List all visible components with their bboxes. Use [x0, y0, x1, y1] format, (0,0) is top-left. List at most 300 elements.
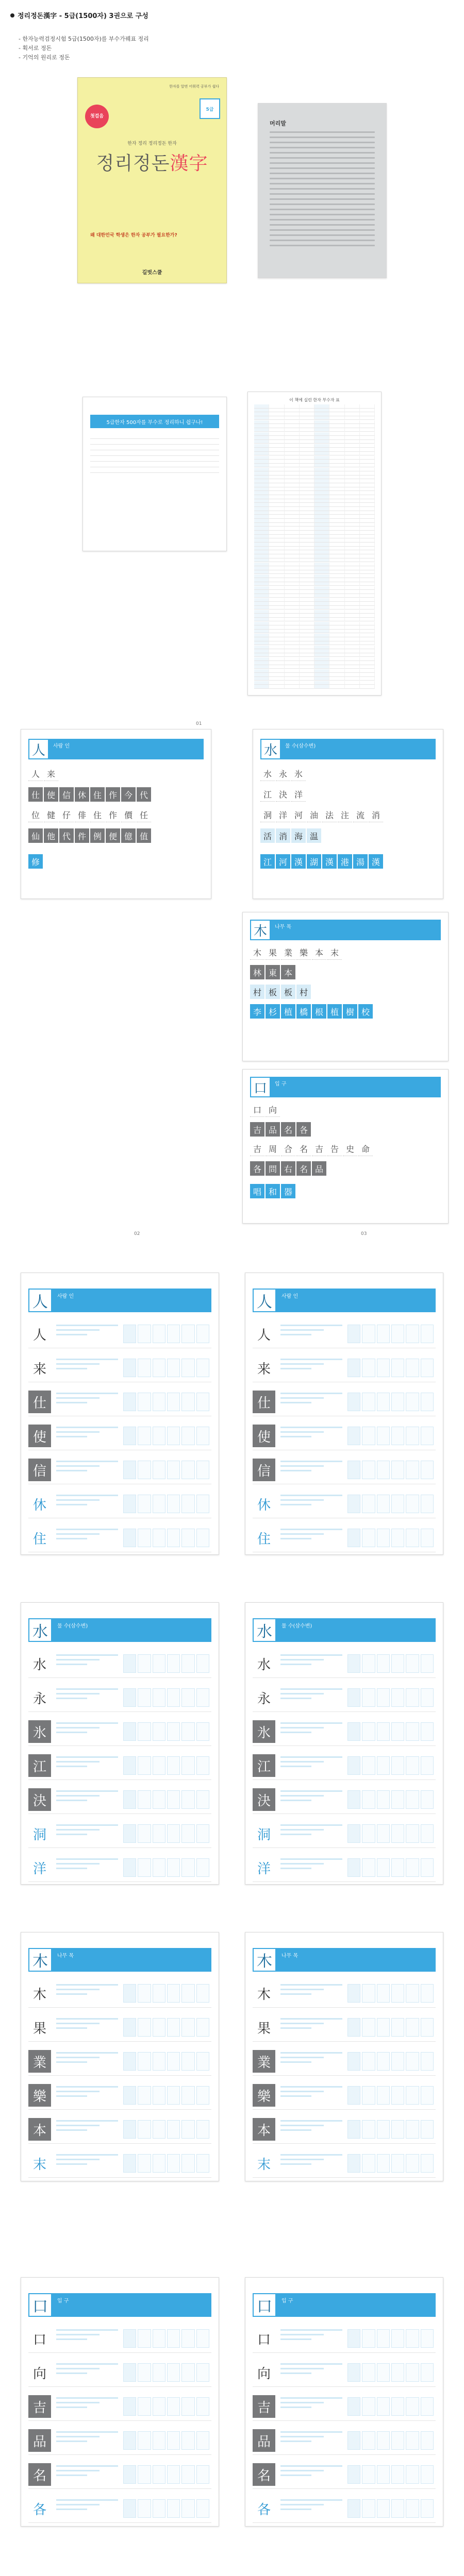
practice-hanja: 本 [253, 2118, 275, 2141]
writing-cells [347, 2018, 434, 2037]
writing-cells [123, 2052, 209, 2071]
cover-title [78, 149, 226, 175]
hanja-cell: 洋 [276, 808, 290, 822]
writing-cells [347, 2499, 434, 2518]
hanja-meta [280, 2052, 342, 2071]
cover-pretitle: 한자 정리 정리정돈 한자 [127, 141, 177, 146]
hanja-cell: 本 [312, 945, 326, 960]
hanja-row [250, 1184, 441, 1198]
practice-hanja: 決 [253, 1788, 275, 1811]
hanja-cell: 告 [327, 1142, 342, 1156]
hanja-meta [56, 2465, 118, 2484]
hanja-cell: 代 [59, 828, 74, 843]
hanja-cell: 永 [276, 767, 290, 781]
practice-hanja: 洋 [257, 1861, 271, 1877]
practice-hanja: 末 [257, 2157, 271, 2173]
hanja-cell: 右 [281, 1161, 295, 1176]
hanja-meta [280, 2431, 342, 2450]
hanja-cell: 法 [322, 808, 337, 822]
hanja-meta [280, 1688, 342, 1707]
radical-char: 人 [28, 739, 49, 759]
hanja-cell: 名 [296, 1142, 311, 1156]
practice-hanja: 品 [253, 2429, 275, 2452]
hanja-meta [56, 1984, 118, 2003]
writing-cells [123, 1325, 209, 1343]
hanja-cell: 植 [281, 1004, 295, 1019]
practice-row [28, 1523, 211, 1552]
hanja-meta [280, 2499, 342, 2518]
writing-cells [347, 1858, 434, 1877]
hanja-meta [280, 1858, 342, 1877]
hanja-cell: 漢 [291, 854, 306, 869]
practice-hanja: 洋 [32, 1861, 46, 1877]
writing-cells [123, 1790, 209, 1809]
hanja-cell: 仙 [28, 828, 43, 843]
hanja-cell: 命 [358, 1142, 373, 1156]
writing-cells [123, 1495, 209, 1513]
hanja-cell: 件 [75, 828, 89, 843]
practice-row [28, 2324, 211, 2353]
writing-cells [123, 2086, 209, 2105]
writing-cells [123, 2397, 209, 2416]
practice-page-person [21, 1273, 219, 1555]
hanja-cell: 油 [307, 808, 321, 822]
practice-row [28, 2013, 211, 2042]
hanja-cell: 板 [281, 985, 295, 999]
radical-header [28, 1948, 211, 1972]
radical-char: 人 [253, 1289, 276, 1312]
practice-row [253, 1683, 436, 1712]
hanja-cell: 末 [327, 945, 342, 960]
writing-cells [123, 2154, 209, 2173]
feature-item: - 획서로 정돈 [19, 44, 454, 53]
practice-hanja: 使 [253, 1425, 275, 1447]
practice-page-water [245, 1602, 443, 1885]
practice-hanja: 吉 [253, 2395, 275, 2418]
hanja-meta [280, 2086, 342, 2105]
radical-char: 水 [260, 739, 281, 759]
writing-cells [347, 2363, 434, 2382]
practice-hanja: 休 [257, 1497, 271, 1513]
practice-hanja: 本 [28, 2118, 51, 2141]
cover-description [90, 232, 214, 239]
hanja-cell: 品 [266, 1122, 280, 1137]
hanja-cell: 湯 [353, 854, 368, 869]
practice-row [28, 2494, 211, 2523]
writing-cells [347, 1984, 434, 2003]
hanja-meta [56, 1529, 118, 1547]
hanja-cell: 任 [137, 808, 151, 822]
radical-header [28, 2293, 211, 2317]
hanja-meta [280, 2329, 342, 2348]
hanja-cell: 漢 [322, 854, 337, 869]
practice-row [253, 2494, 436, 2523]
writing-cells [347, 1688, 434, 1707]
writing-cells [347, 2397, 434, 2416]
practice-row [253, 2149, 436, 2178]
hanja-cell: 價 [121, 808, 136, 822]
practice-hanja: 氷 [253, 1720, 275, 1743]
radical-label: 나무 목 [275, 924, 292, 930]
hanja-meta [56, 2018, 118, 2037]
index-title: 이 책에 실린 한자 부수자 표 [289, 398, 340, 402]
practice-row [28, 1751, 211, 1780]
book-cover [77, 77, 227, 283]
hanja-row [260, 767, 436, 781]
writing-cells [347, 1529, 434, 1547]
practice-hanja: 氷 [28, 1720, 51, 1743]
hanja-row [260, 787, 436, 802]
practice-row [253, 1523, 436, 1552]
hanja-cell: 江 [260, 854, 275, 869]
hanja-cell: 問 [266, 1161, 280, 1176]
radical-overview-mouth [242, 1069, 449, 1224]
practice-row [253, 2047, 436, 2076]
hanja-row [28, 854, 204, 869]
writing-cells [123, 2465, 209, 2484]
feature-item: - 기억의 원리로 정돈 [19, 53, 454, 62]
practice-hanja: 樂 [253, 2084, 275, 2107]
hanja-cell: 樹 [343, 1004, 357, 1019]
writing-cells [347, 2431, 434, 2450]
writing-cells [347, 2120, 434, 2139]
practice-row [28, 2426, 211, 2455]
writing-cells [347, 2086, 434, 2105]
hanja-cell: 住 [90, 787, 105, 802]
info-card-banner: 5급한자 500자를 부수로 정리하니 쉽구나! [90, 415, 219, 428]
hanja-cell: 根 [312, 1004, 326, 1019]
radical-char: 口 [28, 2293, 52, 2317]
practice-hanja: 人 [32, 1327, 46, 1343]
hanja-cell: 周 [266, 1142, 280, 1156]
writing-cells [123, 1722, 209, 1741]
section-title-text: 정리정돈漢字 - 5급(1500자) 3권으로 구성 [18, 12, 148, 20]
writing-cells [123, 1359, 209, 1377]
hanja-cell: 業 [281, 945, 295, 960]
radical-char: 口 [253, 2293, 276, 2317]
practice-row [253, 1421, 436, 1450]
page-number: 02 [134, 1231, 140, 1236]
practice-row [28, 1819, 211, 1848]
hanja-cell: 水 [260, 767, 275, 781]
hanja-cell: 港 [338, 854, 352, 869]
practice-page-mouth [245, 2277, 443, 2527]
hanja-meta [280, 2363, 342, 2382]
practice-hanja: 果 [257, 2021, 271, 2037]
writing-cells [123, 2120, 209, 2139]
practice-row [28, 2149, 211, 2178]
practice-hanja: 洞 [32, 1827, 46, 1843]
radical-header [250, 1077, 441, 1097]
feature-item: - 한자능력검정시험 5급(1500자)를 부수가꿰표 정리 [19, 35, 454, 44]
practice-row [253, 2324, 436, 2353]
hanja-meta [280, 2120, 342, 2139]
radical-char: 人 [28, 1289, 52, 1312]
preface-text-lines [270, 131, 375, 250]
hanja-cell: 代 [137, 787, 151, 802]
hanja-cell: 河 [291, 808, 306, 822]
hanja-cell: 唱 [250, 1184, 264, 1198]
hanja-cell: 億 [121, 828, 136, 843]
writing-cells [347, 1427, 434, 1445]
practice-row [28, 1455, 211, 1484]
hanja-row [260, 808, 436, 822]
practice-hanja: 口 [257, 2332, 271, 2348]
hanja-meta [56, 2120, 118, 2139]
hanja-meta [280, 1325, 342, 1343]
hanja-cell: 值 [137, 828, 151, 843]
hanja-cell: 仕 [28, 787, 43, 802]
practice-hanja: 名 [253, 2463, 275, 2486]
writing-cells [123, 1393, 209, 1411]
hanja-meta [56, 1654, 118, 1673]
practice-row [28, 1717, 211, 1746]
practice-hanja: 水 [32, 1657, 46, 1673]
practice-row [253, 2081, 436, 2110]
practice-row [28, 2392, 211, 2421]
hanja-cell: 本 [281, 965, 295, 979]
practice-hanja: 口 [32, 2332, 46, 2348]
hanja-meta [56, 1756, 118, 1775]
practice-row [253, 1387, 436, 1416]
hanja-meta [56, 2363, 118, 2382]
hanja-meta [56, 1858, 118, 1877]
practice-page-tree [21, 1932, 219, 2181]
writing-cells [123, 1427, 209, 1445]
practice-hanja: 来 [32, 1361, 46, 1377]
hanja-meta [280, 1984, 342, 2003]
practice-row [253, 2013, 436, 2042]
hanja-cell: 今 [121, 787, 136, 802]
hanja-cell: 吉 [250, 1122, 264, 1137]
radical-header [253, 1289, 436, 1312]
radical-char: 水 [28, 1618, 52, 1642]
hanja-meta [56, 1790, 118, 1809]
radical-header [28, 739, 204, 759]
practice-hanja: 各 [32, 2502, 46, 2518]
hanja-meta [280, 2018, 342, 2037]
hanja-row [250, 1103, 441, 1117]
hanja-cell: 活 [260, 828, 275, 843]
practice-row [28, 2460, 211, 2489]
writing-cells [123, 2499, 209, 2518]
hanja-meta [56, 1325, 118, 1343]
practice-page-mouth [21, 2277, 219, 2527]
practice-page-person [245, 1273, 443, 1555]
practice-row [253, 1649, 436, 1678]
hanja-cell: 湖 [307, 854, 321, 869]
preface-page [258, 103, 387, 278]
hanja-cell: 消 [276, 828, 290, 843]
hanja-cell: 史 [343, 1142, 357, 1156]
hanja-row [260, 854, 436, 869]
hanja-cell: 河 [276, 854, 290, 869]
hanja-row [260, 828, 436, 843]
hanja-cell: 氷 [291, 767, 306, 781]
practice-hanja: 仕 [253, 1391, 275, 1413]
cover-badge: 첫걸음 [85, 105, 109, 128]
practice-hanja: 果 [32, 2021, 46, 2037]
practice-row [253, 1853, 436, 1882]
practice-row [253, 1819, 436, 1848]
hanja-meta [280, 1790, 342, 1809]
practice-hanja: 木 [32, 1987, 46, 2003]
hanja-cell: 村 [296, 985, 311, 999]
practice-row [253, 1751, 436, 1780]
practice-hanja: 住 [32, 1531, 46, 1547]
radical-header [250, 920, 441, 940]
practice-row [28, 2047, 211, 2076]
practice-row [253, 1717, 436, 1746]
practice-row [253, 2460, 436, 2489]
hanja-meta [56, 1688, 118, 1707]
practice-row [253, 1455, 436, 1484]
hanja-meta [280, 1529, 342, 1547]
practice-row [28, 1853, 211, 1882]
radical-char: 木 [28, 1948, 52, 1972]
hanja-meta [56, 2052, 118, 2071]
radical-char: 木 [253, 1948, 276, 1972]
cover-title-hanja: 漢字 [170, 153, 208, 174]
hanja-cell: 漢 [369, 854, 383, 869]
hanja-meta [56, 2397, 118, 2416]
radical-label: 입 구 [281, 2298, 293, 2304]
writing-cells [123, 1984, 209, 2003]
practice-row [28, 1979, 211, 2008]
practice-row [28, 1649, 211, 1678]
writing-cells [347, 2154, 434, 2173]
hanja-cell: 板 [266, 985, 280, 999]
hanja-cell: 例 [90, 828, 105, 843]
hanja-meta [280, 1461, 342, 1479]
practice-hanja: 業 [28, 2050, 51, 2073]
hanja-meta [280, 2397, 342, 2416]
hanja-cell: 俳 [75, 808, 89, 822]
practice-hanja: 信 [28, 1459, 51, 1481]
hanja-meta [56, 2154, 118, 2173]
practice-hanja: 休 [32, 1497, 46, 1513]
hanja-cell: 修 [28, 854, 43, 869]
hanja-cell: 器 [281, 1184, 295, 1198]
practice-row [28, 2081, 211, 2110]
hanja-meta [56, 1722, 118, 1741]
hanja-cell: 洋 [291, 787, 306, 802]
index-grid [254, 404, 375, 689]
writing-cells [123, 2329, 209, 2348]
practice-hanja: 江 [28, 1754, 51, 1777]
practice-row [253, 2426, 436, 2455]
writing-cells [347, 1654, 434, 1673]
practice-row [253, 1353, 436, 1382]
hanja-cell: 使 [44, 787, 58, 802]
hanja-cell: 他 [44, 828, 58, 843]
practice-hanja: 品 [28, 2429, 51, 2452]
hanja-cell: 作 [106, 808, 120, 822]
publisher-logo: 길벗스쿨 [142, 270, 162, 276]
practice-row [253, 1785, 436, 1814]
hanja-meta [56, 1824, 118, 1843]
writing-cells [123, 1824, 209, 1843]
hanja-cell: 名 [296, 1161, 311, 1176]
hanja-cell: 吉 [250, 1142, 264, 1156]
writing-cells [123, 2431, 209, 2450]
radical-label: 물 수(삼수변) [57, 1623, 88, 1629]
hanja-row [250, 1161, 441, 1176]
hanja-cell: 住 [90, 808, 105, 822]
hanja-cell: 林 [250, 965, 264, 979]
hanja-cell: 休 [75, 787, 89, 802]
hanja-cell: 人 [28, 767, 43, 781]
cover-lead: 왜 대한민국 학생은 한자 공부가 필요한가? [90, 233, 177, 238]
radical-char: 口 [250, 1077, 271, 1097]
hanja-cell: 作 [106, 787, 120, 802]
hanja-cell: 品 [312, 1161, 326, 1176]
radical-char: 木 [250, 920, 271, 940]
hanja-cell: 向 [266, 1103, 280, 1117]
practice-row [28, 1421, 211, 1450]
hanja-meta [56, 1427, 118, 1445]
practice-row [253, 2392, 436, 2421]
writing-cells [123, 1688, 209, 1707]
writing-cells [347, 1824, 434, 1843]
writing-cells [347, 2052, 434, 2071]
radical-overview-water [253, 729, 443, 899]
hanja-cell: 海 [291, 828, 306, 843]
radical-header [253, 2293, 436, 2317]
hanja-cell: 健 [44, 808, 58, 822]
radical-label: 나무 목 [281, 1953, 299, 1959]
hanja-meta [56, 1393, 118, 1411]
hanja-cell: 村 [250, 985, 264, 999]
hanja-cell: 李 [250, 1004, 264, 1019]
writing-cells [347, 1790, 434, 1809]
practice-row [28, 1353, 211, 1382]
hanja-cell: 洞 [260, 808, 275, 822]
practice-row [28, 2115, 211, 2144]
writing-cells [347, 1495, 434, 1513]
hanja-row [250, 965, 441, 979]
practice-page-water [21, 1602, 219, 1885]
practice-row [253, 2358, 436, 2387]
intro-info-card [82, 397, 227, 551]
writing-cells [123, 1654, 209, 1673]
level-badge: 5급 [200, 98, 220, 119]
practice-hanja: 木 [257, 1987, 271, 2003]
radical-header [28, 1289, 211, 1312]
radical-header [253, 1618, 436, 1642]
practice-hanja: 人 [257, 1327, 271, 1343]
practice-hanja: 決 [28, 1788, 51, 1811]
radical-char: 水 [253, 1618, 276, 1642]
writing-cells [347, 1461, 434, 1479]
practice-row [28, 1785, 211, 1814]
radical-label: 나무 목 [57, 1953, 74, 1959]
radical-header [253, 1948, 436, 1972]
writing-cells [347, 2329, 434, 2348]
radical-label: 입 구 [275, 1081, 287, 1087]
hanja-meta [280, 1427, 342, 1445]
writing-cells [123, 2018, 209, 2037]
cover-title-korean: 정리정돈 [96, 153, 170, 174]
hanja-meta [280, 1824, 342, 1843]
radical-label: 사람 인 [57, 1294, 74, 1299]
practice-row [28, 2358, 211, 2387]
hanja-cell: 東 [266, 965, 280, 979]
hanja-cell: 吉 [312, 1142, 326, 1156]
hanja-meta [280, 1756, 342, 1775]
radical-header [260, 739, 436, 759]
practice-hanja: 向 [257, 2366, 271, 2382]
